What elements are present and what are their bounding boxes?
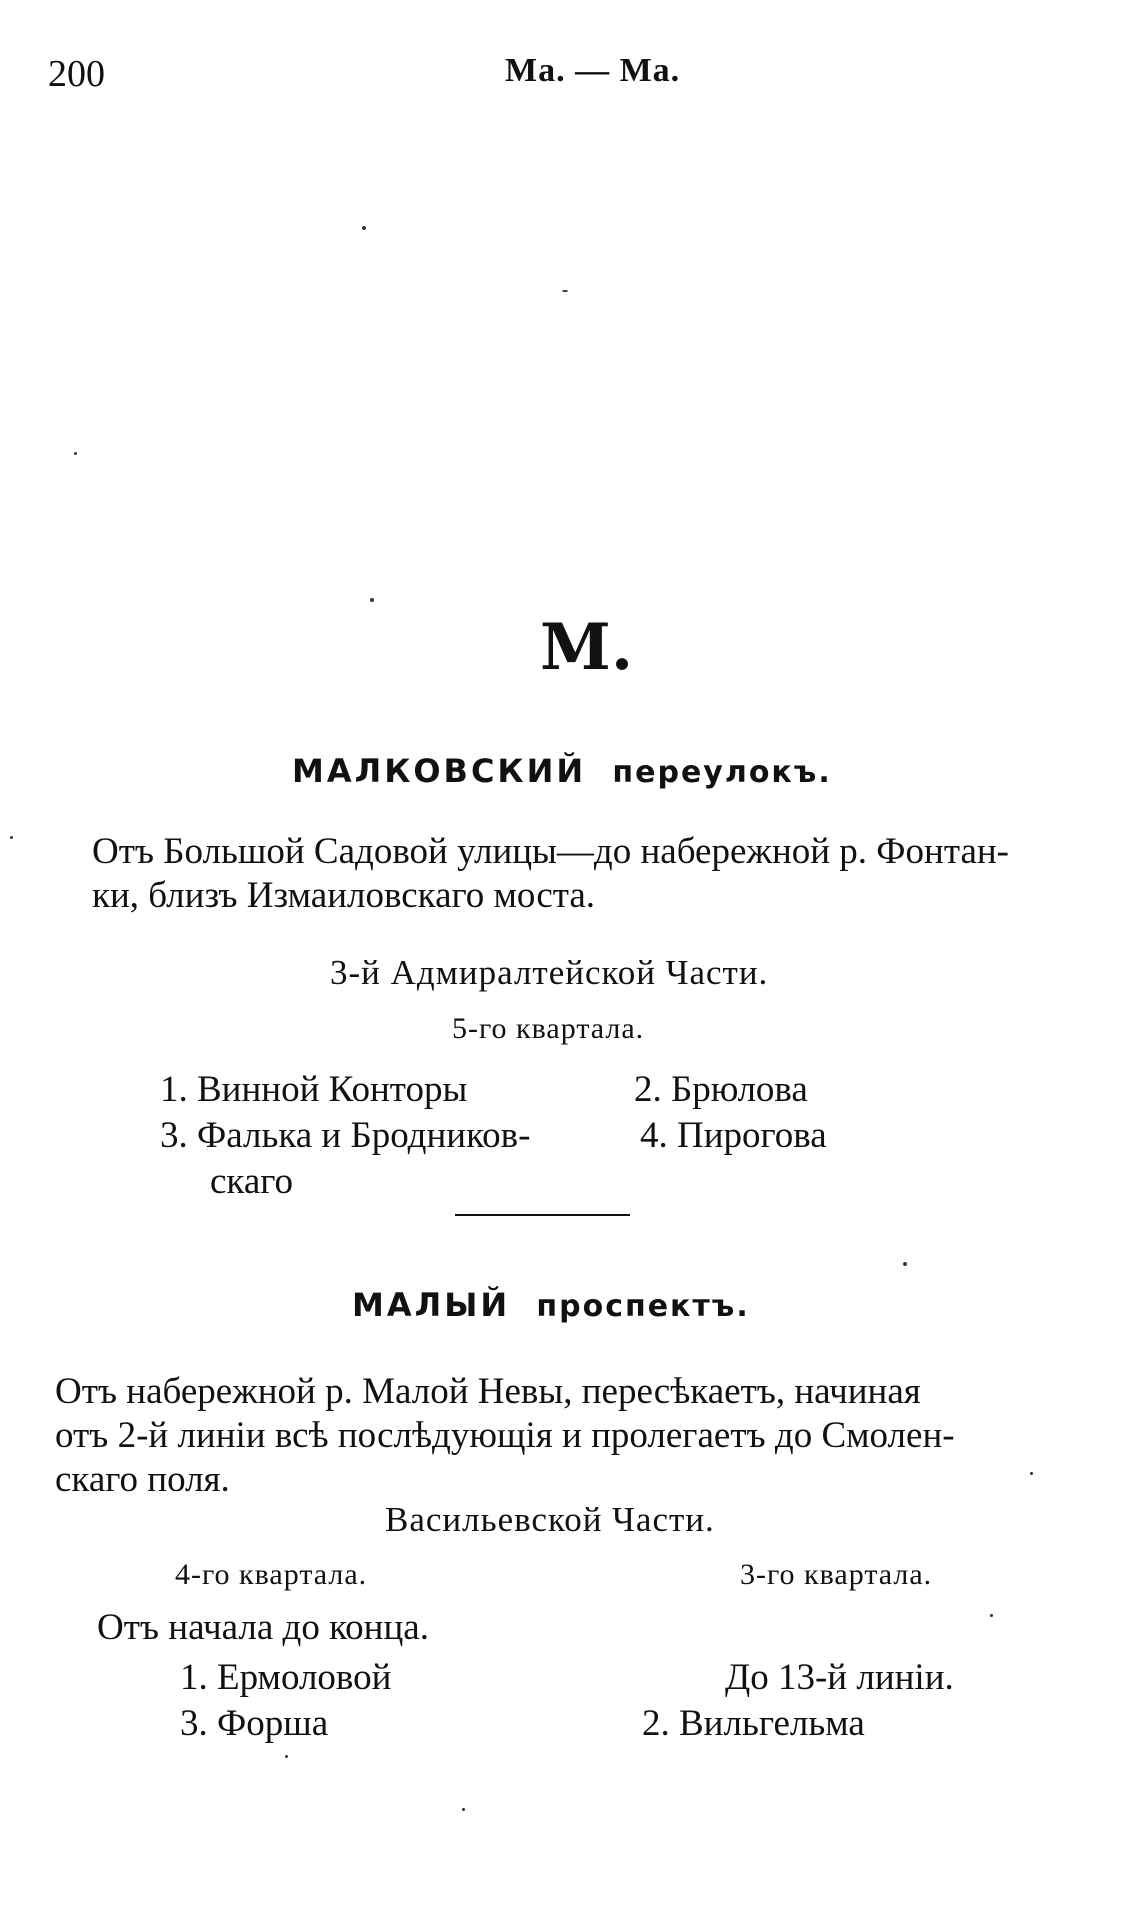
- entry-description-2: [55, 1370, 1087, 1502]
- range-label-left: Отъ начала до конца.: [97, 1607, 429, 1648]
- entry-description-1: [92, 830, 1087, 918]
- description-line: отъ 2-й линіи всѣ послѣдующія и пролегаетъ до Смолен-: [55, 1415, 955, 1456]
- scan-speck: [562, 290, 568, 292]
- district-label: 3-й Адмиралтейской Части.: [330, 953, 769, 992]
- list-item: 1. Винной Конторы: [160, 1069, 468, 1110]
- list-item: 2. Брюлова: [634, 1069, 808, 1110]
- scan-speck: [370, 598, 374, 602]
- list-item: 1. Ермоловой: [180, 1657, 392, 1698]
- scan-speck: [990, 1614, 993, 1617]
- list-item: 3. Фалька и Бродников-: [160, 1115, 531, 1156]
- description-line: скаго поля.: [55, 1459, 230, 1500]
- page-number: 200: [48, 53, 105, 95]
- scan-speck: [362, 226, 366, 230]
- scan-speck: [10, 836, 13, 839]
- description-line: ки, близъ Измаиловскаго моста.: [92, 875, 596, 916]
- scan-speck: [462, 1808, 465, 1811]
- list-item: 3. Форша: [180, 1703, 329, 1744]
- scan-speck: [903, 1262, 907, 1266]
- scan-speck: [74, 452, 77, 455]
- quarter-label-left: 4-го квартала.: [175, 1558, 368, 1591]
- description-line: Отъ Большой Садовой улицы—до набережной р. Фонтан-: [92, 831, 1009, 872]
- list-item: 4. Пирогова: [640, 1115, 827, 1156]
- district-label: Васильевской Части.: [385, 1500, 715, 1539]
- range-label-right: До 13-й линіи.: [725, 1657, 954, 1698]
- list-item: скаго: [210, 1161, 294, 1202]
- scan-speck: [1030, 1472, 1033, 1475]
- entry-kind: переулокъ.: [612, 755, 832, 790]
- entry-heading-2: [352, 1286, 750, 1325]
- section-letter: М.: [540, 610, 634, 685]
- entry-name: МАЛЫЙ: [352, 1286, 511, 1324]
- quarter-label: 5-го квартала.: [452, 1012, 645, 1045]
- description-line: Отъ набережной р. Малой Невы, пересѣкаетъ, начиная: [55, 1371, 921, 1412]
- list-item: 2. Вильгельма: [642, 1703, 865, 1744]
- running-head: Ма. — Ма.: [505, 52, 681, 89]
- entry-kind: проспектъ.: [536, 1289, 750, 1324]
- separator-rule: [455, 1214, 630, 1216]
- entry-heading-1: [292, 752, 832, 791]
- entry-name: МАЛКОВСКИЙ: [292, 752, 587, 790]
- scan-speck: [285, 1755, 288, 1758]
- quarter-label-right: 3-го квартала.: [740, 1558, 933, 1591]
